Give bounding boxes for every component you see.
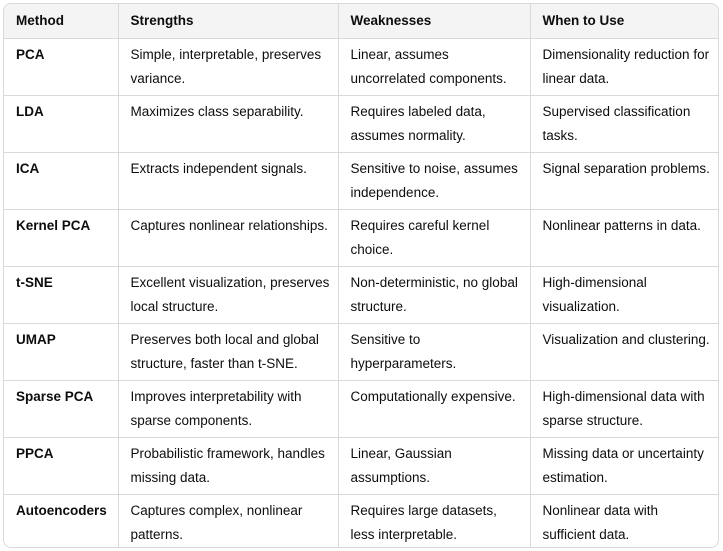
- method-cell: PPCA: [4, 437, 118, 494]
- table-row: [4, 95, 718, 152]
- method-cell: ICA: [4, 152, 118, 209]
- weaknesses-cell: Requires labeled data, assumes normality.: [338, 95, 530, 152]
- table-row: [4, 38, 718, 95]
- method-cell: LDA: [4, 95, 118, 152]
- method-cell: Kernel PCA: [4, 209, 118, 266]
- when-to-use-cell: High-dimensional data with sparse structure.: [530, 380, 718, 437]
- weaknesses-cell: Requires careful kernel choice.: [338, 209, 530, 266]
- when-to-use-cell: Nonlinear patterns in data.: [530, 209, 718, 266]
- strengths-cell: Captures complex, nonlinear patterns.: [118, 494, 338, 548]
- method-cell: Sparse PCA: [4, 380, 118, 437]
- strengths-cell: Captures nonlinear relationships.: [118, 209, 338, 266]
- comparison-table-container: [3, 3, 719, 548]
- table-row: [4, 152, 718, 209]
- method-cell: UMAP: [4, 323, 118, 380]
- when-to-use-cell: High-dimensional visualization.: [530, 266, 718, 323]
- weaknesses-cell: Linear, Gaussian assumptions.: [338, 437, 530, 494]
- header-strengths: Strengths: [118, 4, 338, 38]
- weaknesses-cell: Sensitive to noise, assumes independence.: [338, 152, 530, 209]
- comparison-table: [4, 4, 718, 548]
- table-row: [4, 494, 718, 548]
- weaknesses-cell: Requires large datasets, less interpretable.: [338, 494, 530, 548]
- when-to-use-cell: Dimensionality reduction for linear data.: [530, 38, 718, 95]
- when-to-use-cell: Signal separation problems.: [530, 152, 718, 209]
- method-cell: t-SNE: [4, 266, 118, 323]
- table-row: [4, 323, 718, 380]
- when-to-use-cell: Nonlinear data with sufficient data.: [542, 502, 659, 542]
- strengths-cell: Preserves both local and global structure, faster than t-SNE.: [118, 323, 338, 380]
- strengths-cell: Excellent visualization, preserves local structure.: [118, 266, 338, 323]
- header-when-to-use: When to Use: [530, 4, 718, 38]
- method-cell: PCA: [4, 38, 118, 95]
- header-weaknesses: Weaknesses: [338, 4, 530, 38]
- strengths-cell: Maximizes class separability.: [118, 95, 338, 152]
- when-to-use-cell: Supervised classification tasks.: [530, 95, 718, 152]
- method-cell: Autoencoders: [4, 494, 118, 548]
- strengths-cell: Simple, interpretable, preserves variance.: [118, 38, 338, 95]
- strengths-cell: Probabilistic framework, handles missing data.: [118, 437, 338, 494]
- table-row: [4, 437, 718, 494]
- table-header-row: [4, 4, 718, 38]
- weaknesses-cell: Non-deterministic, no global structure.: [338, 266, 530, 323]
- weaknesses-cell: Computationally expensive.: [338, 380, 530, 437]
- table-row: [4, 380, 718, 437]
- strengths-cell: Improves interpretability with sparse components.: [118, 380, 338, 437]
- header-method: Method: [4, 4, 118, 38]
- when-to-use-cell: Visualization and clustering.: [530, 323, 718, 380]
- table-row: [4, 209, 718, 266]
- strengths-cell: Extracts independent signals.: [118, 152, 338, 209]
- weaknesses-cell: Linear, assumes uncorrelated components.: [338, 38, 530, 95]
- table-row: [4, 266, 718, 323]
- weaknesses-cell: Sensitive to hyperparameters.: [338, 323, 530, 380]
- when-to-use-cell: Missing data or uncertainty estimation.: [530, 437, 718, 494]
